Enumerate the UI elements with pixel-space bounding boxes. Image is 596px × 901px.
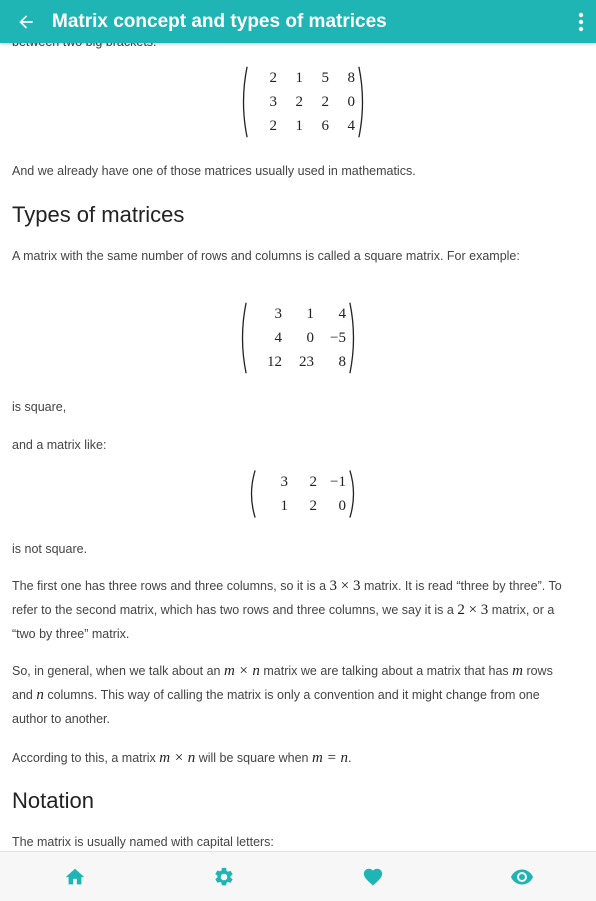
matrix-cell: 4 (347, 118, 355, 134)
paragraph: is square, (12, 400, 67, 414)
matrix-cell: 1 (280, 498, 288, 514)
matrix-cell: 2 (269, 70, 277, 86)
right-parenthesis (349, 302, 358, 374)
heart-icon (362, 866, 384, 888)
heading-types-of-matrices: Types of matrices (12, 202, 185, 227)
paragraph-dimensions: The first one has three rows and three columns, so it is a 3 × 3 matrix. It is read “three by three”. To refer to the second matrix, which has two rows and three columns, we say it is a 2 × 3 matrix, or a “two by three” matrix. (12, 578, 562, 641)
matrix-non-square (247, 470, 358, 518)
matrix-cell: 2 (309, 498, 317, 514)
paragraph-general: So, in general, when we talk about an m × n matrix we are talking about a matrix that has m rows and n columns. This way of calling the matrix is only a convention and it might change from one author to another. (12, 663, 553, 726)
matrix-cell: 4 (274, 330, 282, 346)
paragraph-square-condition: According to this, a matrix m × n will be square when m = n. (12, 750, 352, 766)
matrix-cell: 3 (269, 94, 277, 110)
bottom-navigation (0, 851, 596, 901)
left-parenthesis (238, 302, 247, 374)
overflow-menu-button[interactable] (566, 0, 596, 43)
paragraph: And we already have one of those matrices usually used in mathematics. (12, 164, 416, 178)
settings-icon (213, 866, 235, 888)
matrix-cell: −5 (330, 330, 346, 346)
matrix-cell: 1 (295, 118, 303, 134)
home-icon (64, 866, 86, 888)
page-title: Matrix concept and types of matrices (52, 10, 387, 32)
nav-settings-button[interactable] (194, 852, 254, 901)
matrix-entries (248, 66, 358, 138)
matrix-cell: 6 (321, 118, 329, 134)
matrix-cell: 0 (338, 498, 346, 514)
matrix-cell: 2 (321, 94, 329, 110)
paragraph: The matrix is usually named with capital letters: (12, 835, 274, 849)
arrow-left-icon (16, 12, 36, 32)
nav-home-button[interactable] (45, 852, 105, 901)
right-parenthesis (358, 66, 367, 138)
matrix-3x4 (239, 66, 367, 138)
matrix-cell: 23 (299, 354, 314, 370)
back-button[interactable] (4, 0, 48, 43)
matrix-cell: 0 (347, 94, 355, 110)
matrix-cell: 2 (295, 94, 303, 110)
paragraph: A matrix with the same number of rows and columns is called a square matrix. For example: (12, 249, 520, 263)
matrix-entries (247, 302, 349, 374)
right-parenthesis (349, 470, 358, 518)
more-vert-icon (578, 12, 584, 32)
left-parenthesis (247, 470, 256, 518)
eye-icon (510, 865, 534, 889)
paragraph: is not square. (12, 542, 88, 556)
left-parenthesis (239, 66, 248, 138)
matrix-cell: 2 (269, 118, 277, 134)
matrix-cell: 4 (338, 306, 346, 322)
nav-favorites-button[interactable] (343, 852, 403, 901)
matrix-square (238, 302, 358, 374)
matrix-cell: 1 (295, 70, 303, 86)
paragraph: and a matrix like: (12, 438, 107, 452)
heading-notation: Notation (12, 788, 94, 813)
matrix-cell: 8 (347, 70, 355, 86)
matrix-cell: 12 (267, 354, 282, 370)
matrix-cell: 3 (274, 306, 282, 322)
matrix-cell: 1 (306, 306, 314, 322)
matrix-cell: 0 (306, 330, 314, 346)
nav-view-button[interactable] (492, 852, 552, 901)
matrix-cell: −1 (330, 474, 346, 490)
matrix-cell: 3 (280, 474, 288, 490)
app-bar (0, 0, 596, 43)
matrix-cell: 2 (309, 474, 317, 490)
matrix-cell: 5 (321, 70, 329, 86)
matrix-entries (256, 470, 349, 518)
article-content[interactable] (0, 43, 596, 851)
matrix-cell: 8 (338, 354, 346, 370)
